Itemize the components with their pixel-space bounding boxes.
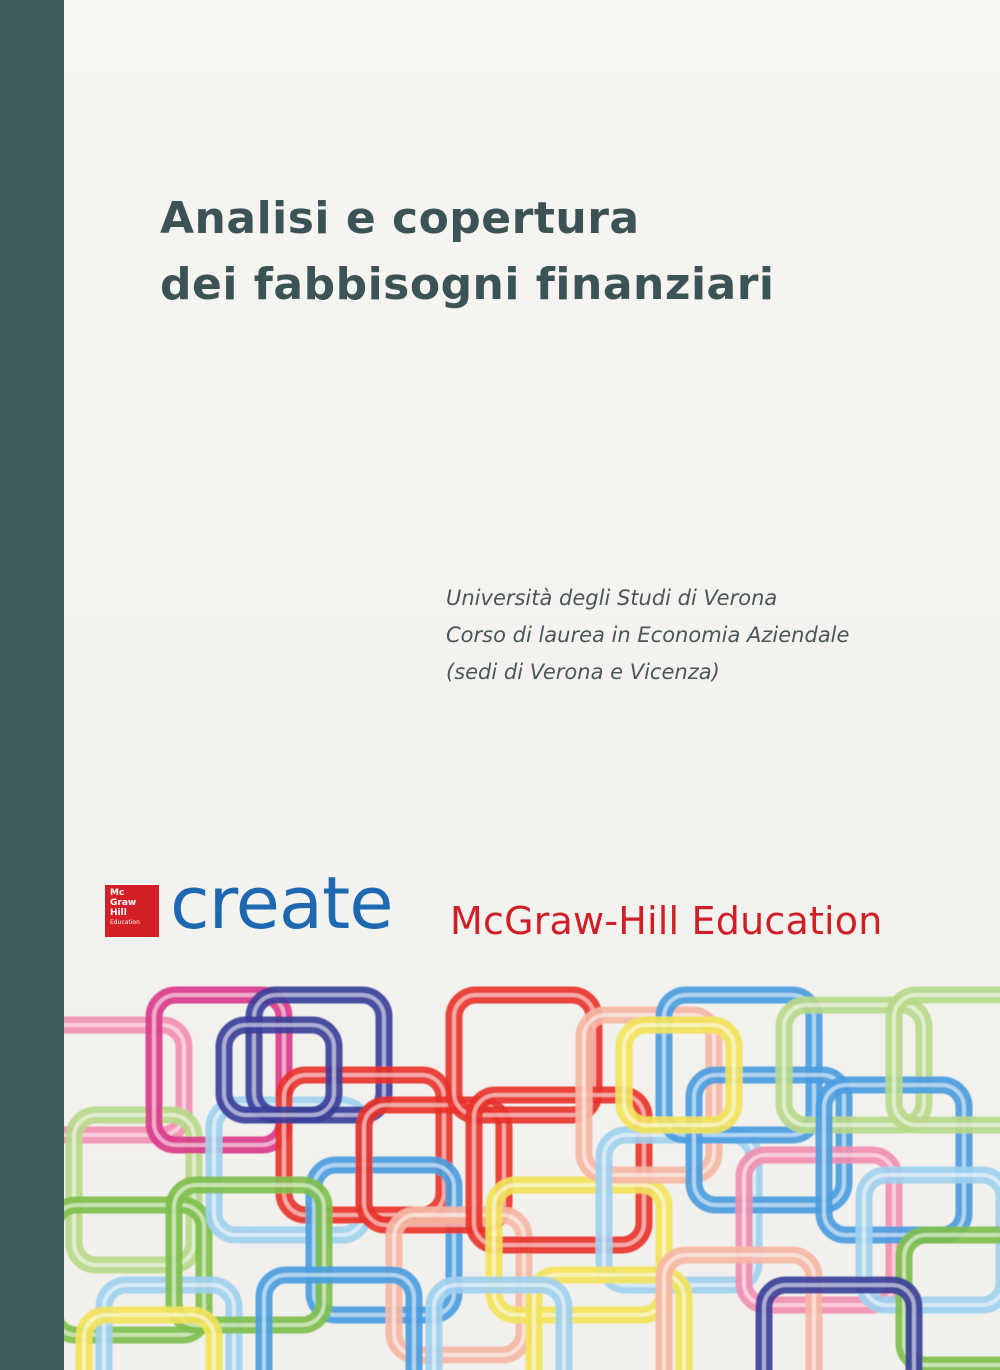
logo-line-3: Hill xyxy=(110,908,127,918)
university-name: Università degli Studi di Verona xyxy=(446,586,778,610)
book-title-line-1: Analisi e copertura xyxy=(160,193,640,244)
institution-info xyxy=(446,580,849,691)
cover-spine-band xyxy=(0,0,64,1370)
mcgraw-hill-logo xyxy=(105,885,159,937)
logo-line-1: Mc xyxy=(110,888,125,898)
course-name: Corso di laurea in Economia Aziendale xyxy=(446,623,850,647)
book-title-line-2: dei fabbisogni finanziari xyxy=(160,259,775,310)
book-title xyxy=(160,186,775,318)
create-wordmark: create xyxy=(170,861,393,945)
interlocking-loops-artwork xyxy=(64,985,1000,1370)
publisher-name: McGraw-Hill Education xyxy=(450,899,883,943)
campus-locations: (sedi di Verona e Vicenza) xyxy=(446,660,720,684)
logo-line-2: Graw xyxy=(110,898,137,908)
logo-line-4: Education xyxy=(110,919,140,926)
